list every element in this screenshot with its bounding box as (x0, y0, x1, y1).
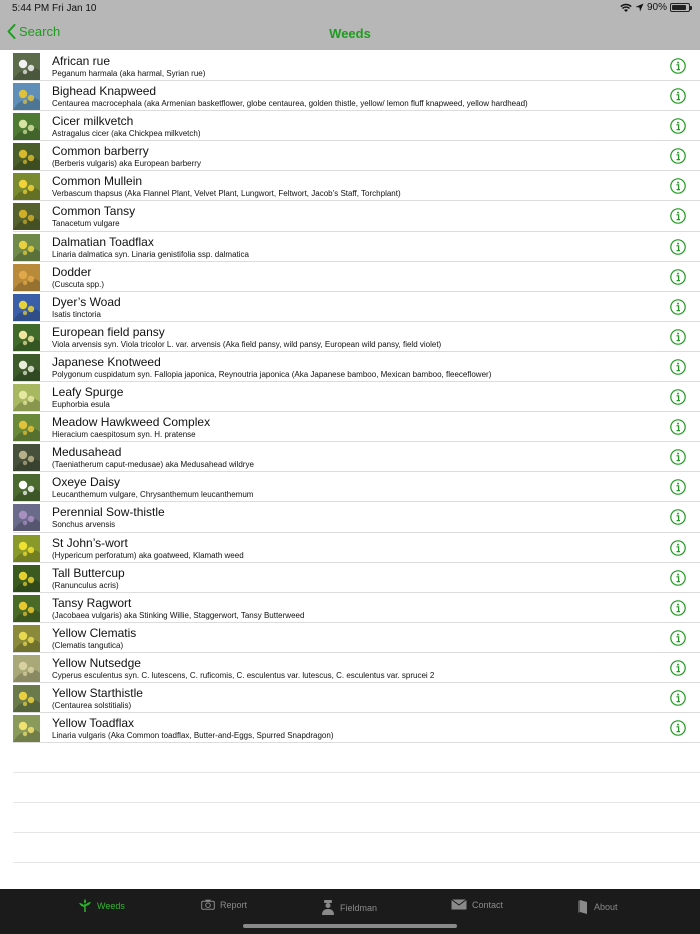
info-icon[interactable] (670, 600, 686, 616)
weed-scientific-name: Centaurea macrocephala (aka Armenian basketflower, globe centaurea, golden thistle, yellow/ lemon fluff knapweed, yellow hardhead) (52, 99, 528, 109)
weed-name: Leafy Spurge (52, 385, 124, 400)
weed-name: Meadow Hawkweed Complex (52, 415, 211, 430)
weed-name: Tall Buttercup (52, 565, 125, 580)
weed-thumbnail (13, 354, 40, 381)
weed-thumbnail (13, 595, 40, 622)
weed-name: Medusahead (52, 445, 122, 460)
weed-name: Common barberry (52, 144, 149, 159)
weed-thumbnail (13, 53, 40, 80)
weed-thumbnail (13, 444, 40, 471)
weed-row[interactable] (13, 352, 700, 382)
info-icon[interactable] (670, 389, 686, 405)
info-icon[interactable] (670, 118, 686, 134)
tab-fieldman[interactable] (321, 899, 377, 916)
tab-label: About (594, 902, 618, 912)
home-indicator (243, 924, 457, 928)
weed-thumbnail (13, 83, 40, 110)
info-icon[interactable] (670, 269, 686, 285)
weed-scientific-name: (Ranunculus acris) (52, 580, 119, 590)
weed-row[interactable] (13, 382, 700, 412)
weed-name: Cicer milkvetch (52, 114, 134, 129)
battery-percent: 90% (646, 2, 667, 13)
weed-name: Oxeye Daisy (52, 475, 121, 490)
weed-row[interactable] (13, 111, 700, 141)
weed-row[interactable] (13, 563, 700, 593)
empty-row-separator (13, 743, 700, 773)
weed-name: Yellow Clematis (52, 625, 137, 640)
info-icon[interactable] (670, 660, 686, 676)
info-icon[interactable] (670, 299, 686, 315)
empty-row-separator (13, 803, 700, 833)
info-icon[interactable] (670, 720, 686, 736)
weed-name: African rue (52, 54, 111, 68)
tab-label: Fieldman (340, 902, 378, 913)
weed-scientific-name: (Clematis tangutica) (52, 640, 124, 650)
weed-thumbnail (13, 324, 40, 351)
weed-thumbnail (13, 294, 40, 321)
weed-thumbnail (13, 655, 40, 682)
info-icon[interactable] (670, 540, 686, 556)
about-icon (577, 899, 589, 915)
weed-thumbnail (13, 264, 40, 291)
weed-thumbnail (13, 384, 40, 411)
empty-row-separator (13, 773, 700, 803)
weed-row[interactable] (13, 51, 700, 81)
weed-row[interactable] (13, 412, 700, 442)
info-icon[interactable] (670, 419, 686, 435)
weed-icon (78, 899, 92, 913)
weed-scientific-name: (Berberis vulgaris) aka European barberry (52, 159, 201, 169)
tab-about[interactable] (577, 899, 618, 915)
envelope-icon (451, 899, 467, 910)
info-icon[interactable] (670, 509, 686, 525)
weed-name: European field pansy (52, 324, 165, 339)
weed-row[interactable] (13, 141, 700, 171)
weed-scientific-name: Sonchus arvensis (52, 520, 116, 530)
weed-name: St John’s-wort (52, 535, 128, 550)
tab-label: Report (220, 899, 248, 910)
weed-thumbnail (13, 535, 40, 562)
weed-scientific-name: Viola arvensis syn. Viola tricolor L. var. arvensis (Aka field pansy, wild pansy, European wild pansy, field violet) (52, 339, 442, 349)
weed-name: Perennial Sow-thistle (52, 505, 165, 520)
info-icon[interactable] (670, 570, 686, 586)
tab-report[interactable] (201, 899, 247, 910)
status-date: Fri Jan 10 (52, 3, 97, 14)
weed-scientific-name: (Taeniatherum caput-medusae) aka Medusahead wildrye (52, 460, 254, 470)
status-time: 5:44 PM (12, 3, 50, 14)
weed-thumbnail (13, 203, 40, 230)
weed-name: Dyer’s Woad (52, 294, 121, 309)
weed-scientific-name: Leucanthemum vulgare, Chrysanthemum leucanthemum (52, 490, 254, 500)
weed-row[interactable] (13, 232, 700, 262)
info-icon[interactable] (670, 88, 686, 104)
wifi-icon (620, 3, 632, 13)
weed-thumbnail (13, 173, 40, 200)
weed-thumbnail (13, 715, 40, 742)
info-icon[interactable] (670, 690, 686, 706)
weed-row[interactable] (13, 683, 700, 713)
weed-name: Common Tansy (52, 204, 136, 219)
tab-label: Contact (472, 899, 504, 910)
weed-thumbnail (13, 565, 40, 592)
weed-row[interactable] (13, 292, 700, 322)
tab-label: Weeds (97, 901, 125, 911)
back-label: Search (19, 24, 61, 39)
empty-row-separator (13, 833, 700, 863)
weed-row[interactable] (13, 322, 700, 352)
weed-thumbnail (13, 474, 40, 501)
weed-row[interactable] (13, 472, 700, 502)
weed-name: Yellow Nutsedge (52, 655, 141, 670)
weed-scientific-name: Linaria vulgaris (Aka Common toadflax, Butter-and-Eggs, Spurred Snapdragon) (52, 731, 334, 741)
weed-thumbnail (13, 143, 40, 170)
status-bar (0, 0, 700, 17)
weed-row[interactable] (13, 533, 700, 563)
weed-thumbnail (13, 504, 40, 531)
page-title: Weeds (329, 26, 371, 41)
weed-row[interactable] (13, 201, 700, 231)
info-icon[interactable] (670, 239, 686, 255)
weed-name: Bighead Knapweed (52, 84, 157, 99)
weed-name: Japanese Knotweed (52, 354, 161, 369)
weed-name: Dalmatian Toadflax (52, 234, 154, 249)
weed-name: Tansy Ragwort (52, 595, 132, 610)
weed-scientific-name: Peganum harmala (aka harmal, Syrian rue) (52, 69, 206, 78)
weed-scientific-name: Verbascum thapsus (Aka Flannel Plant, Velvet Plant, Lungwort, Feltwort, Jacob’s Staff, Torchplant) (52, 189, 401, 199)
navigation-bar (0, 17, 700, 50)
info-icon[interactable] (670, 58, 686, 74)
status-right (620, 2, 690, 13)
weed-scientific-name: (Cuscuta spp.) (52, 279, 105, 289)
info-icon[interactable] (670, 359, 686, 375)
camera-icon (201, 899, 215, 910)
weed-thumbnail (13, 685, 40, 712)
location-icon (635, 3, 644, 12)
tab-contact[interactable] (451, 899, 503, 910)
weed-thumbnail (13, 625, 40, 652)
weed-scientific-name: (Hypericum perforatum) aka goatweed, Klamath weed (52, 550, 244, 560)
weed-name: Dodder (52, 264, 92, 279)
weed-scientific-name: Linaria dalmatica syn. Linaria genistifolia ssp. dalmatica (52, 249, 249, 259)
weed-name: Yellow Toadflax (52, 716, 135, 731)
weed-scientific-name: Hieracium caespitosum syn. H. pratense (52, 430, 196, 440)
weed-scientific-name: Tanacetum vulgare (52, 219, 120, 229)
weed-row[interactable] (13, 713, 700, 743)
weed-scientific-name: Astragalus cicer (aka Chickpea milkvetch) (52, 129, 201, 139)
weed-scientific-name: Euphorbia esula (52, 400, 110, 410)
weed-scientific-name: Polygonum cuspidatum syn. Fallopia japonica, Reynoutria japonica (Aka Japanese bamboo, Mexican bamboo, fleeceflower) (52, 369, 492, 379)
fieldman-icon (321, 899, 335, 916)
weed-scientific-name: (Centaurea solstitialis) (52, 700, 132, 710)
info-icon[interactable] (670, 208, 686, 224)
info-icon[interactable] (670, 479, 686, 495)
weed-row[interactable] (13, 442, 700, 472)
tab-weeds[interactable] (78, 899, 125, 913)
weed-row[interactable] (13, 171, 700, 201)
weed-scientific-name: Cyperus esculentus syn. C. lutescens, C. ruficomis, C. esculentus var. lutescus, C. esculentus var. sprucei 2 (52, 670, 435, 680)
weed-thumbnail (13, 234, 40, 261)
weed-name: Yellow Starthistle (52, 685, 143, 700)
weed-row[interactable] (13, 593, 700, 623)
battery-icon (670, 3, 690, 12)
info-icon[interactable] (670, 630, 686, 646)
weed-scientific-name: (Jacobaea vulgaris) aka Stinking Willie, Staggerwort, Tansy Butterweed (52, 610, 305, 620)
weed-list (0, 51, 700, 863)
weed-row[interactable] (13, 653, 700, 683)
info-icon[interactable] (670, 329, 686, 345)
weed-thumbnail (13, 113, 40, 140)
weed-row[interactable] (13, 502, 700, 532)
weed-row[interactable] (13, 262, 700, 292)
info-icon[interactable] (670, 449, 686, 465)
info-icon[interactable] (670, 148, 686, 164)
info-icon[interactable] (670, 178, 686, 194)
weed-row[interactable] (13, 81, 700, 111)
weed-thumbnail (13, 414, 40, 441)
weed-scientific-name: Isatis tinctoria (52, 309, 101, 319)
weed-row[interactable] (13, 623, 700, 653)
weed-name: Common Mullein (52, 174, 143, 189)
